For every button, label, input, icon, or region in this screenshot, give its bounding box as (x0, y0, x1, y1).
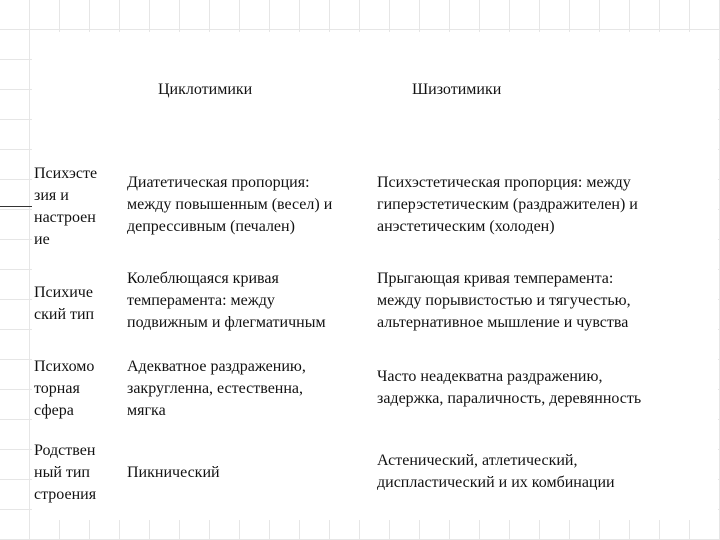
row-label: Психэсте зия и настроен ие (34, 165, 98, 248)
row-label: Родствен ный тип строения (34, 442, 97, 503)
cell-schizothymic: Часто неадекватна раздражению, задержка, параличность, деревянность (377, 368, 642, 407)
cell-cyclothymic: Пикнический (127, 464, 220, 481)
divider-line (0, 206, 32, 207)
cell-schizothymic: Астенический, атлетический, диспластический и их комбинации (377, 452, 615, 491)
header-cyclothymic: Циклотимики (158, 81, 253, 98)
header-schizothymic: Шизотимики (412, 81, 502, 98)
row-label: Психомо торная сфера (34, 358, 95, 419)
cell-schizothymic: Психэстетическая пропорция: между гиперэстетическим (раздражителен) и анэстетическим (холоден) (377, 174, 638, 235)
cell-cyclothymic: Диатетическая пропорция: между повышенным (весел) и депрессивным (печален) (127, 174, 333, 235)
cell-cyclothymic: Колеблющаяся кривая темперамента: между подвижным и флегматичным (127, 270, 326, 331)
cell-schizothymic: Прыгающая кривая темперамента: между порывистостью и тягучестью, альтернативное мышление и чувства (377, 270, 631, 331)
row-label: Психиче ский тип (34, 284, 95, 323)
cell-cyclothymic: Адекватное раздражению, закругленна, естественна, мягка (127, 358, 306, 419)
